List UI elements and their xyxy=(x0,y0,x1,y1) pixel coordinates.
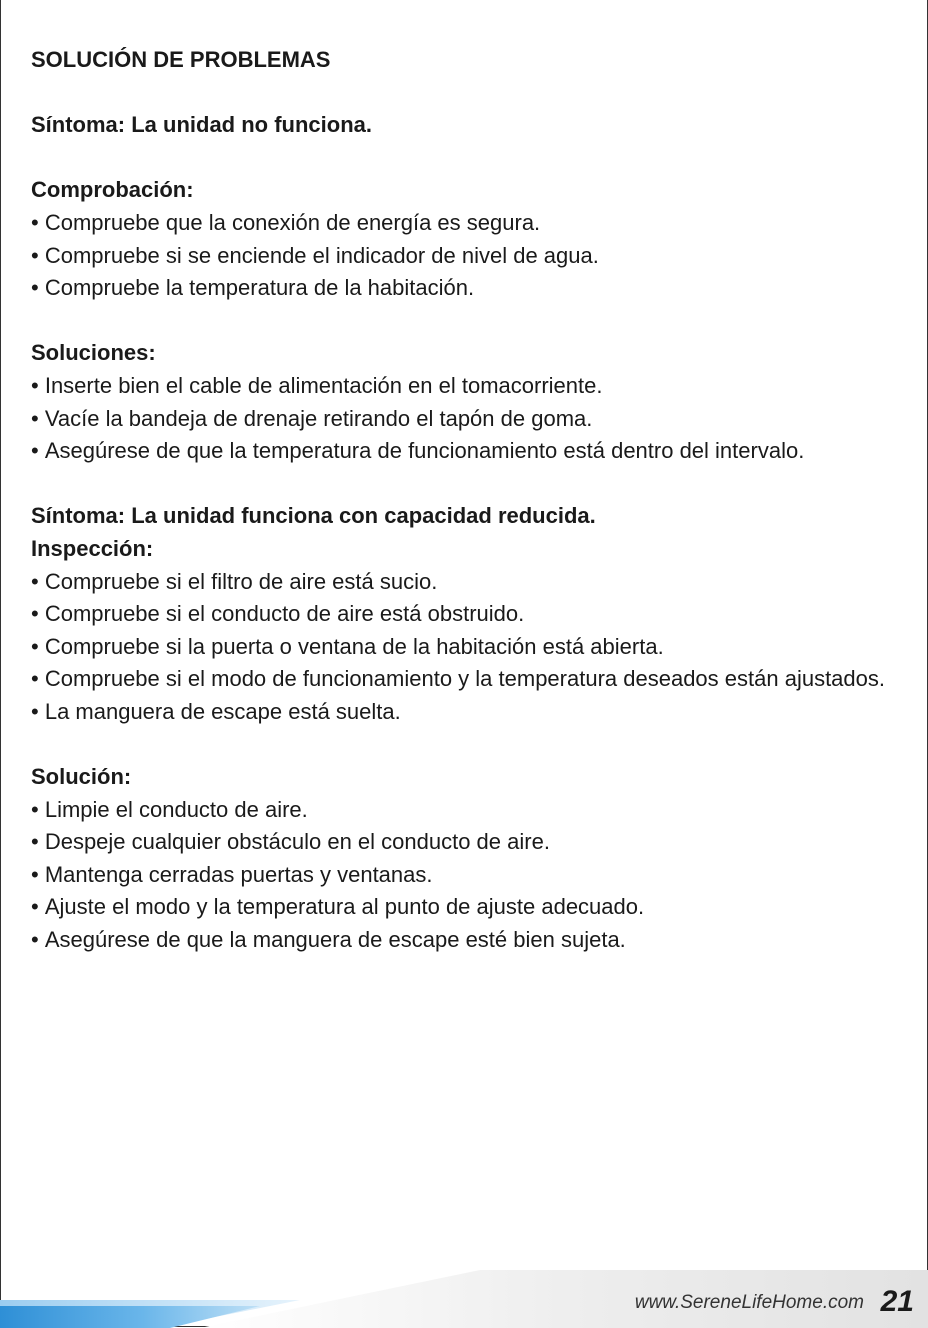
list-item: • Ajuste el modo y la temperatura al punto de ajuste adecuado. xyxy=(31,891,891,924)
list-item: • Compruebe si se enciende el indicador de nivel de agua. xyxy=(31,240,891,273)
spacer xyxy=(31,468,891,501)
list-item: • Limpie el conducto de aire. xyxy=(31,794,891,827)
list-item: • Compruebe si el filtro de aire está sucio. xyxy=(31,566,891,599)
list-item: • Asegúrese de que la manguera de escape esté bien sujeta. xyxy=(31,924,891,957)
symptom-heading: Síntoma: La unidad funciona con capacidad reducida. xyxy=(31,503,596,529)
page-number: 21 xyxy=(880,1285,914,1318)
section-heading-check: Comprobación: xyxy=(31,177,194,203)
page-footer xyxy=(0,1268,928,1328)
section-heading-inspection: Inspección: xyxy=(31,535,154,561)
spacer xyxy=(31,77,891,110)
symptom-heading: Síntoma: La unidad no funciona. xyxy=(31,112,372,138)
list-item: • La manguera de escape está suelta. xyxy=(31,696,891,729)
list-item: • Vacíe la bandeja de drenaje retirando el tapón de goma. xyxy=(31,403,891,436)
page-title: SOLUCIÓN DE PROBLEMAS xyxy=(31,47,331,72)
list-item: • Compruebe si la puerta o ventana de la habitación está abierta. xyxy=(31,631,891,664)
footer-website-url: www.SereneLifeHome.com xyxy=(634,1292,864,1313)
list-item: • Despeje cualquier obstáculo en el conducto de aire. xyxy=(31,826,891,859)
spacer xyxy=(31,728,891,761)
list-item: • Compruebe si el conducto de aire está obstruido. xyxy=(31,598,891,631)
list-item: • Asegúrese de que la temperatura de funcionamiento está dentro del intervalo. xyxy=(31,435,811,468)
list-item: • Inserte bien el cable de alimentación en el tomacorriente. xyxy=(31,370,891,403)
list-item: • Compruebe que la conexión de energía es segura. xyxy=(31,207,891,240)
spacer xyxy=(31,142,891,175)
section-heading-solution: Solución: xyxy=(31,764,132,790)
list-item: • Compruebe si el modo de funcionamiento y la temperatura deseados están ajustados. xyxy=(31,663,891,696)
section-heading-solutions: Soluciones: xyxy=(31,340,156,366)
list-item: • Compruebe la temperatura de la habitación. xyxy=(31,272,891,305)
spacer xyxy=(31,305,891,338)
list-item: • Mantenga cerradas puertas y ventanas. xyxy=(31,859,891,892)
document-body xyxy=(31,44,891,957)
